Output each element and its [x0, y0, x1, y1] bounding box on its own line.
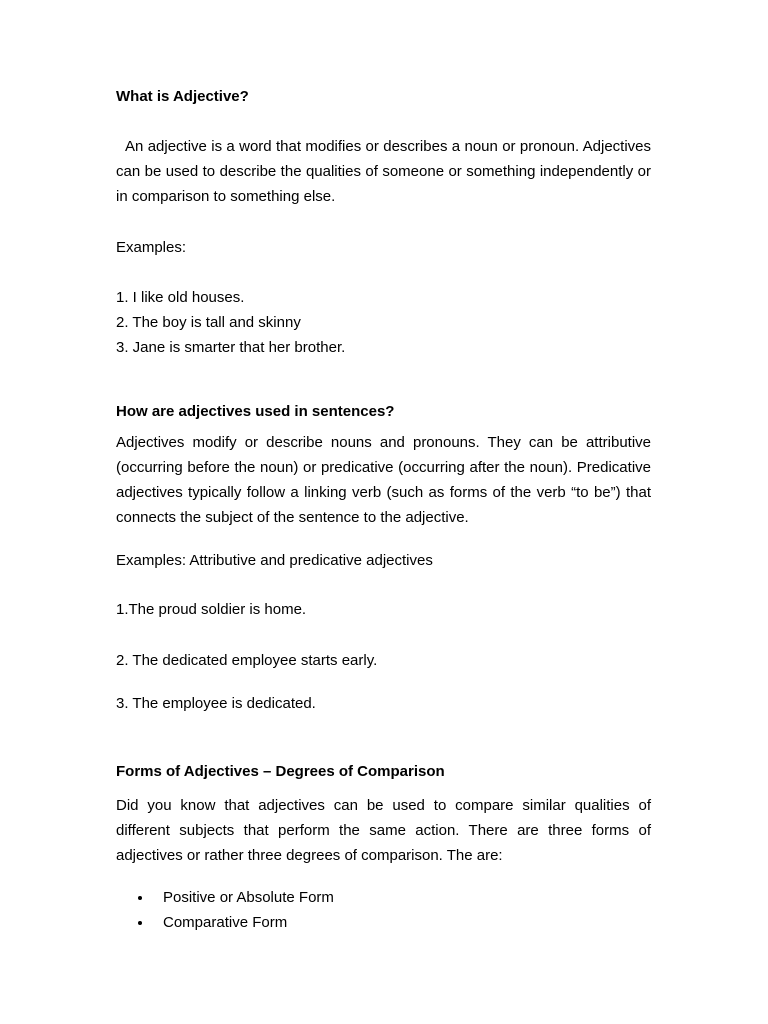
heading-forms-of-adjectives: Forms of Adjectives – Degrees of Comparison: [116, 763, 445, 780]
forms-list-item-text: Positive or Absolute Form: [163, 889, 334, 906]
example-item: 3. Jane is smarter that her brother.: [116, 339, 346, 356]
examples-label: Examples:: [116, 239, 187, 256]
heading-adjectives-in-sentences: How are adjectives used in sentences?: [116, 403, 395, 420]
forms-list: [116, 885, 334, 935]
forms-list-item-text: Comparative Form: [163, 914, 288, 931]
forms-list-item: [116, 885, 334, 910]
bullet-icon: [138, 896, 142, 900]
heading-what-is-adjective: What is Adjective?: [116, 88, 249, 105]
intro-paragraph: An adjective is a word that modifies or describes a noun or pronoun. Adjectives can be used to describe the qualities of someone or something independently or in comparison to something else.: [116, 138, 651, 205]
example2-item: 1.The proud soldier is home.: [116, 601, 307, 618]
example2-item: 3. The employee is dedicated.: [116, 695, 316, 712]
forms-list-item: [116, 910, 334, 935]
example-item: 1. I like old houses.: [116, 289, 245, 306]
bullet-icon: [138, 921, 142, 925]
forms-paragraph: Did you know that adjectives can be used to compare similar qualities of different subjects that perform the same action. There are three forms of adjectives or rather three degrees of comparison. The are:: [116, 797, 651, 864]
example-item: 2. The boy is tall and skinny: [116, 314, 301, 331]
example2-item: 2. The dedicated employee starts early.: [116, 652, 378, 669]
examples2-label: Examples: Attributive and predicative adjectives: [116, 552, 433, 569]
usage-paragraph: Adjectives modify or describe nouns and pronouns. They can be attributive (occurring before the noun) or predicative (occurring after the noun). Predicative adjectives typically follow a linking verb (such as forms of the verb “to be”) that connects the subject of the sentence to the adjective.: [116, 434, 651, 526]
